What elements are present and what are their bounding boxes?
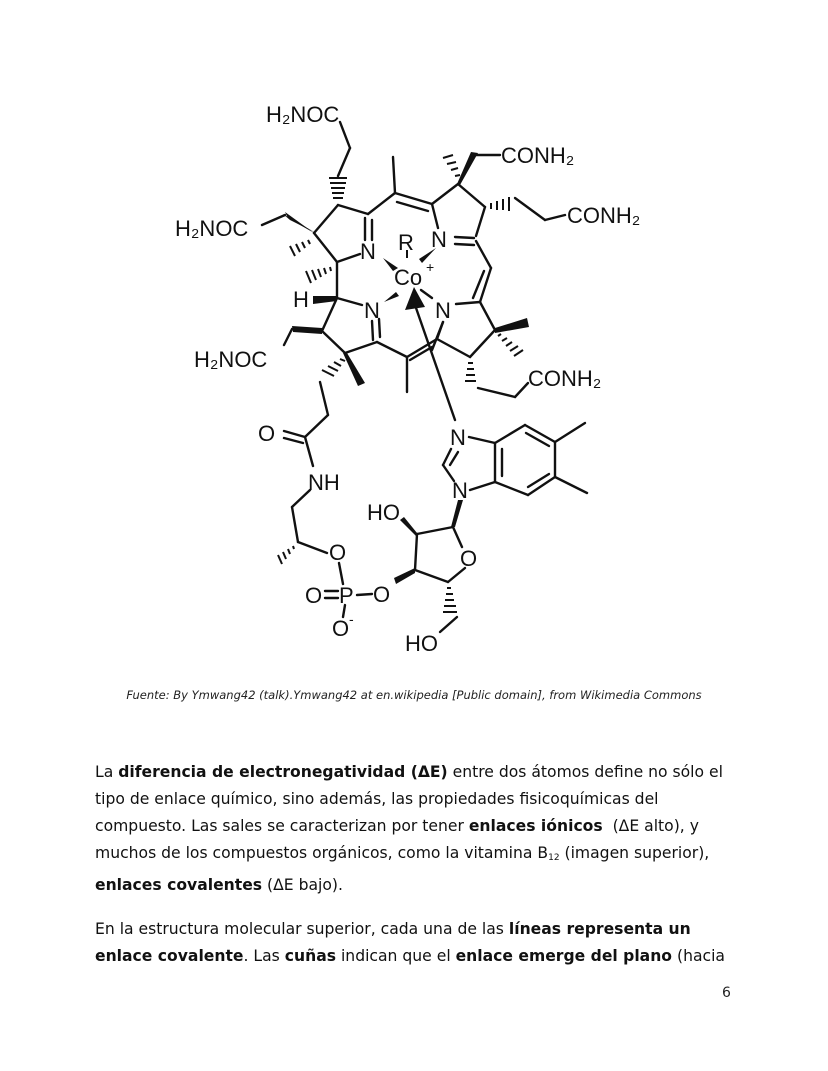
label-minus: - [349,611,354,627]
text: entre dos átomos define no sólo el tipo de enlace químico, sino además, las propiedades fisicoquímicas del compuesto. Las sales se caracterizan por tener [95,763,723,835]
label-n-imidazole-bottom: N [452,478,468,503]
hash-methyl [498,334,523,356]
bold-term: líneas representa un enlace covalente [95,920,691,965]
hash-bond [322,359,345,376]
text: La [95,763,119,781]
label-o-carbonyl: O [258,421,276,446]
hash-bond [491,197,509,211]
label-o-double: O [305,583,323,608]
label-conh2-lower: CONH₂ [528,366,602,391]
label-n-imidazole-top: N [450,425,466,450]
bold-term: enlaces covalentes [95,876,263,894]
label-n-d: N [364,298,380,323]
subscript: 12 [548,853,560,863]
bold-term: enlaces iónicos [468,817,603,835]
ring-d [278,296,437,564]
text: (ΔE alto), y muchos de los compuestos orgánicos, como la vitamina B [95,817,704,862]
label-cobalt: Co [394,265,423,290]
hash-methyl [306,267,331,283]
label-conh2-mid: CONH₂ [567,203,641,228]
label-h2noc-top: H₂NOC [266,102,340,127]
label-nh: NH [308,470,340,495]
hash-bond [465,363,476,381]
text: (imagen superior), [559,844,710,862]
label-o-minus: O [332,616,350,641]
label-ho-bottom: HO [405,631,438,656]
hash-bond [443,588,457,612]
label-r-group: R [398,230,414,255]
label-o-ester-right: O [373,582,391,607]
hash-methyl [443,155,460,176]
text: (hacia [672,947,725,965]
ring-a [262,122,372,298]
bold-term: enlace emerge del plano [455,947,673,965]
label-o-ring: O [460,546,478,571]
bold-term: cuñas [284,947,337,965]
label-n-b: N [431,227,447,252]
label-p: P [339,583,354,608]
label-cobalt-charge: + [426,259,435,275]
label-h2noc-lower: H₂NOC [194,347,268,372]
bold-term: diferencia de electronegatividad (ΔE) [118,763,448,781]
label-n-c: N [435,298,451,323]
label-h2noc-left: H₂NOC [175,216,249,241]
figure-caption: Fuente: By Ymwang42 (talk).Ymwang42 at en.wikipedia [Public domain], from Wikimedia Commons [126,688,702,702]
text: En la estructura molecular superior, cada una de las [95,920,509,938]
paragraph-structure [95,916,735,970]
text: (ΔE bajo). [262,876,343,894]
label-conh2-top: CONH₂ [501,143,575,168]
label-h: H [293,287,309,312]
hash-methyl [278,546,294,564]
paragraph-electronegativity [95,759,735,899]
text: . Las [243,947,285,965]
page-number: 6 [722,985,731,1001]
hash-methyl [290,240,310,256]
label-n-a: N [360,239,376,264]
hash-bond [329,178,347,198]
label-o-ester-top: O [329,540,347,565]
label-ho-top: HO [367,500,400,525]
text: indican que el [336,947,456,965]
